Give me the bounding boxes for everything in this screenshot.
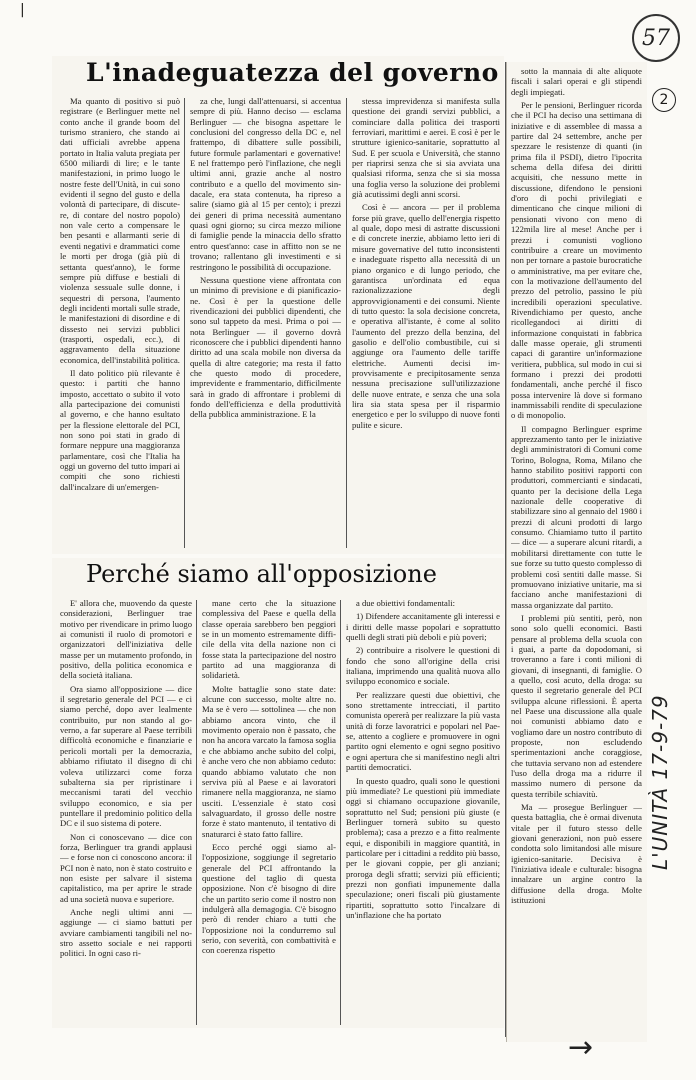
paragraph: Così è — ancora — per il problema forse più grave, quello dell'energia rispetto al quale, dopo mesi di astratte discussioni e di concrete inerzie, abbiamo letto ieri di misure governative del tutto inconsistenti e inadeguate rispetto alla necessità di un piano organico e di lungo periodo, che garantisca un'ordinata ed equa razionalizzazione degli approvvigionamenti e dei consumi. Niente di tutto questo: la sola decisione concreta, e operativa all'istante, è come al solito l'aumento del prezzo della benzina, del gasolio e dell'olio combustibile, cui si aggiunge ora l'aumento delle tariffe elettriche. Aumenti decisi improvvisamente e precipitosamente senza nessuna precisazione sull'utilizzazione delle nuove entrate, e senza che una sola lira sia stata spesa per il risparmio energetico e per lo sviluppo di nuove fonti pulite e sicure. bbox=[352, 202, 500, 430]
paragraph: Molte battaglie sono state date: alcune con successo, molte altre no. Ma se è vero — sottolinea — che non abbiamo ancora vinto, che il movimento operaio non è passato, che non ha ancora varcato la famosa soglia e che abbiamo anche subito del colpi, è anche vero che non abbiamo ceduto: quando abbiamo valutato che non serviva più al Paese e ai lavoratori rimanere nella maggioranza, ne siamo usciti. L'essenziale è stato così salvaguardato, il grosso delle nostre forze è stato mantenuto, il tentativo di snaturarci è stato fatto fallire. bbox=[202, 683, 336, 839]
article1-column-4 bbox=[511, 66, 642, 1036]
paragraph: E' allora che, muovendo da queste considerazioni, Berlinguer trae motivo per rivendicare in primo luogo ai comunisti il ruolo di promotori e organizzatori dell'iniziativa delle masse per un mutamento profondo, in positivo, della politica economica e della società italiana. bbox=[60, 598, 192, 681]
paragraph: sotto la mannaia di alte aliquote fiscali i salari operai e gli stipendi degli impiegati. bbox=[511, 66, 642, 97]
paragraph: Il dato politico più rilevante è questo: i partiti che hanno imposto, accettato o subito il voto alla partecipazione dei comunisti al governo, e che hanno esultato per la flessione elettorale del PCI, non sono poi stati in grado di formare neppure una maggioranza parlamentare, così che l'Italia ha oggi un governo del tutto impari ai compiti che sono richiesti dall'incalzare di un'emergen- bbox=[60, 367, 180, 492]
column-rule bbox=[340, 600, 341, 1025]
article2-column-1 bbox=[60, 598, 192, 1026]
paragraph: Per realizzare questi due obiettivi, che sono strettamente intrecciati, il partito comunista opererà per realizzare la più vasta unità di forze lavoratrici e popolari nel Paese, attento a cogliere e promuovere in ogni partito ogni elemento e ogni segno positivo e ogni apertura che si manifestino negli altri partiti democratici. bbox=[346, 689, 500, 773]
page-number-circle: 57 bbox=[632, 14, 680, 62]
paragraph: 1) Difendere accanitamente gli interessi e i diritti delle masse popolari e soprattutto quelli degli strati più deboli e più poveri; bbox=[346, 611, 500, 643]
corner-mark: | bbox=[20, 2, 25, 18]
paragraph: Non ci conoscevano — dice con forza, Berlinguer tra grandi applausi — e forse non ci conoscono ancora: il PCI non è nato, non è stato costruito e non esiste per salvare il sistema capitalistico, ma per aprire le strade ad una società nuova e superiore. bbox=[60, 831, 192, 904]
paragraph: Anche negli ultimi anni — aggiunge — ci siamo battuti per avviare cambiamenti tangibili nel nostro assetto sociale e nei rapporti politici. In ogni caso ri- bbox=[60, 906, 192, 959]
paragraph: Il compagno Berlinguer esprime apprezzamento tanto per le iniziative degli amministratori di Comuni come Torino, Bologna, Roma, Milano che hanno stabilito positivi rapporti con produttori, commercianti e sindacati, quanto per la decisione della Lega nazionale delle cooperative di stabilizzare sino al gennaio del 1980 i prezzi di alcuni prodotti di largo consumo. Chiamiamo tutto il partito — dice — a superare alcuni ritardi, a mobilitarsi direttamente con tutte le sue forze su tutto questo complesso di problemi così sentiti dalle masse. Si promuovano iniziative unitarie, ma si facciano anche manifestazioni di massa organizzate dal partito. bbox=[511, 423, 642, 610]
article1-column-3 bbox=[352, 96, 500, 552]
paragraph: a due obiettivi fondamentali: bbox=[356, 598, 456, 608]
article2-column-3 bbox=[346, 598, 500, 1026]
continue-arrow-icon: → bbox=[568, 1030, 594, 1065]
headline-opposizione: Perché siamo all'opposizione bbox=[86, 560, 437, 588]
paragraph: Nessuna questione viene affrontata con un minimo di previsione e di pianificazione. Così è per la questione delle rivendicazioni dei pubblici dipendenti, che sono sul tappeto da mesi. Prima o poi — nota Berlinguer — il governo dovrà riconoscere che i pubblici dipendenti hanno diritto ad una scala mobile non diversa da quella di altre categorie; ma resta il fatto che questo modo di procedere, imprevidente e frammentario, difficilmente sarà in grado di affrontare i problemi di fondo dell'efficienza e della produttività della pubblica amministrazione. E la bbox=[190, 274, 341, 420]
article2-column-2 bbox=[202, 598, 336, 1026]
paragraph: In questo quadro, quali sono le questioni più immediate? Le questioni più immediate oggi si chiamano occupazione giovanile, soprattutto nel Sud; pensioni più giuste (e Berlinguer tornerà subito su questo problema); casa a prezzo e a fitto realmente equi, e disponibili in maggiore quantità, in particolare per i cittadini a reddito più basso, per le giovani coppie, per gli anziani; proroga degli sfratti; servizi più efficienti; prezzi non gonfiati impunemente dalla speculazione; oneri fiscali più giustamente ripartiti, soprattutto sotto l'incalzare di un'inflazione che ha portato bbox=[346, 775, 500, 920]
paragraph: za che, lungi dall'attenuarsi, si accentua sempre di più. Hanno deciso — esclama Berlinguer — che bisogna aspettare le conclusioni del congresso della DC e, nel frattempo, di dibattere sulle possibili, future formule parlamentari e governative! E nel frattempo però l'inflazione, che negli ultimi anni, grazie anche al nostro contributo e a quello del movimento sindacale, era stata contenuta, ha ripreso a salire (siamo già al 15 per cento); i prezzi dei generi di prima necessità aumentano quasi ogni giorno; su circa mezzo milione di famiglie pende la minaccia dello sfratto entro quest'anno: case in affitto non se ne trovano; rallentano gli investimenti e si restringono le possibilità di occupazione. bbox=[190, 96, 341, 272]
column-rule bbox=[505, 62, 506, 1037]
paragraph: stessa imprevidenza si manifesta sulla questione dei grandi servizi pubblici, a cominciare dalla politica dei trasporti ferroviari, marittimi e aerei. E così è per le strutture igienico-sanitarie, soprattutto al Sud. E per scuola e Università, che stanno per riaprirsi senza che si sia avviata una qualsiasi riforma, senza che si sia mossa una foglia verso la soluzione dei problemi già acutissimi degli anni scorsi. bbox=[352, 96, 500, 200]
paragraph: Ora siamo all'opposizione — dice il segretario generale del PCI — e ci siamo perché, dopo aver lealmente contribuito, pur non stando al governo, a far superare al Paese terribili difficoltà economiche e finanziarie e pericoli mortali per la democrazia, abbiamo rifiutato il disegno di chi voleva utilizzarci come forza subalterna sia per ripristinare i meccanismi tarati del vecchio sviluppo economico, e sia per puntellare il predominio politico della DC e il suo sistema di potere. bbox=[60, 683, 192, 829]
column-rule bbox=[196, 600, 197, 1025]
headline-governo: L'inadeguatezza del governo bbox=[86, 58, 499, 87]
article1-column-2 bbox=[190, 96, 341, 552]
handwritten-source-date: L'UNITÀ 17-9-79 bbox=[648, 694, 672, 870]
circled-number: 2 bbox=[652, 88, 676, 112]
paragraph: Ma — prosegue Berlinguer — questa battaglia, che è ormai divenuta vitale per il futuro stesso delle giovani generazioni, non può essere condotta solo limitandosi alle misure igienico-sanitarie. Decisiva è l'iniziativa ideale e culturale: bisogna innalzare un argine contro la diffusione della droga. Molte istituzioni bbox=[511, 802, 642, 906]
paragraph: mane certo che la situazione complessiva del Paese e quella della classe operaia sarebbero ben peggiori se in un momento estremamente difficile della vita della nazione non ci fosse stata la partecipazione del nostro partito ad una maggioranza di solidarietà. bbox=[202, 598, 336, 681]
paragraph: Ecco perché oggi siamo all'opposizione, soggiunge il segretario generale del PCI affrontando la questione del taglio di questa opposizione. Non c'è bisogno di dire che un partito serio come il nostro non indulgerà alla demagogia. C'è bisogno però di render chiaro a tutti che l'opposizione noi la condurremo sul serio, con severità, con combattività e con coerenza rispetto bbox=[202, 841, 336, 956]
column-rule bbox=[346, 98, 347, 548]
column-rule bbox=[184, 98, 185, 548]
paragraph: Ma quanto di positivo si può registrare (e Berlinguer mette nel conto anche il grande boom del turismo straniero, che stando ai dati ufficiali avrebbe appena portato in Italia valuta pregiata per 6500 miliardi di lire; e le tante manifestazioni, in primo luogo le nostre feste dell'Unità, in cui sono evidenti il segno del gusto e della volontà di partecipare, di discutere, di contare del nostro popolo) non vale certo a compensare le ben pesanti e allarmanti serie di eventi negativi e drammatici come le morti per droga (già più di settanta quest'anno), le forme sempre più diffuse e bestiali di violenza sessuale sulle donne, i sequestri di persona, l'aumento degli incidenti mortali sulle strade, le manifestazioni di disordine e di dissesto nei servizi pubblici (trasporti, ospedali, ecc.), di aggravamento della situazione economica, dell'instabilità politica. bbox=[60, 96, 180, 365]
paragraph: 2) contribuire a risolvere le questioni di fondo che sono all'origine della crisi italiana, imprimendo una qualità nuova allo sviluppo economico e sociale. bbox=[346, 645, 500, 687]
article1-column-1 bbox=[60, 96, 180, 552]
paragraph: I problemi più sentiti, però, non sono solo quelli economici. Basti pensare al problema della scuola con i guai, a parte da dopodomani, si troveranno a fare i conti milioni di giovani, di insegnanti, di famiglie. O a quello, così acuto, della droga: su questo il segretario generale del PCI sviluppa alcune riflessioni. È aperta nel Paese una discussione alla quale noi comunisti abbiamo dato e vogliamo dare un nostro contributo di proposte, non escludendo sperimentazioni anche coraggiose, che tuttavia servano non ad estendere l'uso della droga ma a ridurre il massimo numero di persone da questa terribile schiavitù. bbox=[511, 612, 642, 799]
paragraph: Per le pensioni, Berlinguer ricorda che il PCI ha deciso una settimana di iniziative e di assemblee di massa a partire dal 24 settembre, anche per spezzare le resistenze di quanti (in prima fila il PSDI), dietro l'ipocrita schema della difesa dei diritti acquisiti, che nessuno mette in discussione, difendono le pensioni d'oro di pochi privilegiati e dimenticano che cinque milioni di pensionati vivono con meno di 122mila lire al mese! Anche per i prezzi i comunisti vogliono contribuire a creare un movimento non per tornare a pastoie burocratiche o amministrative, ma per evitare che, con la motivazione dell'aumento del prezzo del petrolio, passino le più incredibili operazioni speculative. Rivendichiamo per questo, anche ricollegandoci ai diritti di informazione conquistati in fabbrica dalle masse operaie, gli strumenti capaci di garantire un'informazione veritiera, pubblica, sul modo in cui si formano i prezzi dei prodotti fondamentali, anche perché il fisco possa intervenire là dove si formano inammissabili rendite di speculazione o di monopolio. bbox=[511, 100, 642, 421]
